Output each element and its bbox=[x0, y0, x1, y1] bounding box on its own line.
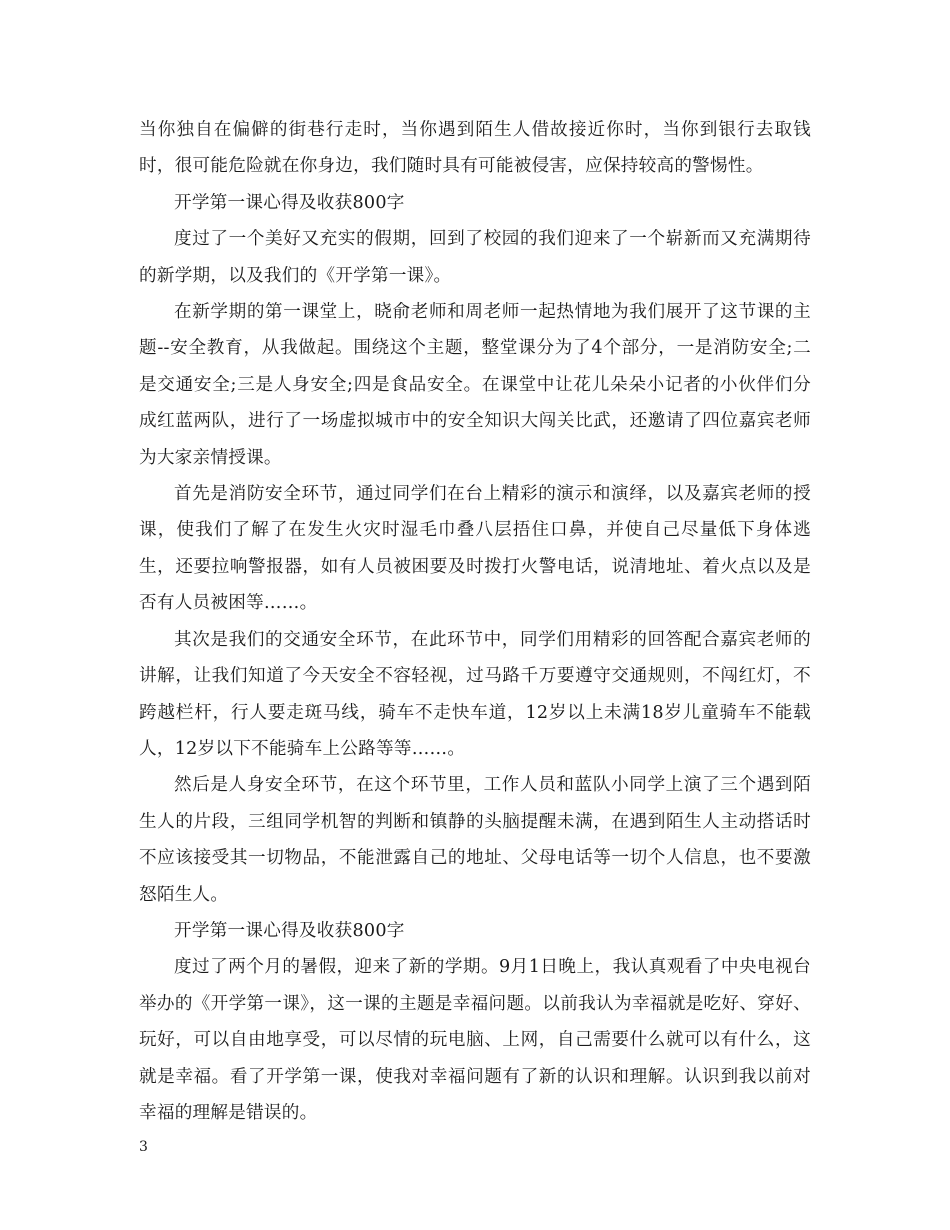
section-heading: 开学第一课心得及收获800字 bbox=[174, 920, 405, 941]
paragraph-continued: 当你独自在偏僻的街巷行走时，当你遇到陌生人借故接近你时，当你到银行去取钱时，很可能危险就在你身边，我们随时具有可能被侵害，应保持较高的警惕性。 bbox=[139, 120, 811, 177]
paragraph: 度过了两个月的暑假，迎来了新的学期。9月1日晚上，我认真观看了中央电视台举办的《开学第一课》，这一课的主题是幸福问题。以前我认为幸福就是吃好、穿好、玩好，可以自由地享受，可以尽情的玩电脑、上网，自己需要什么就可以有什么，这就是幸福。看了开学第一课，使我对幸福问题有了新的认识和理解。认识到我以前对幸福的理解是错误的。 bbox=[139, 957, 811, 1123]
paragraph: 其次是我们的交通安全环节，在此环节中，同学们用精彩的回答配合嘉宾老师的讲解，让我们知道了今天安全不容轻视，过马路千万要遵守交通规则，不闯红灯，不跨越栏杆，行人要走斑马线，骑车不走快车道，12岁以上未满18岁儿童骑车不能载人，12岁以下不能骑车上公路等等……。 bbox=[139, 629, 811, 759]
page-number: 3 bbox=[139, 1139, 148, 1155]
document-body bbox=[139, 112, 811, 1131]
paragraph: 度过了一个美好又充实的假期，回到了校园的我们迎来了一个崭新而又充满期待的新学期，以及我们的《开学第一课》。 bbox=[139, 229, 811, 286]
paragraph: 然后是人身安全环节，在这个环节里，工作人员和蓝队小同学上演了三个遇到陌生人的片段，三组同学机智的判断和镇静的头脑提醒未满，在遇到陌生人主动搭话时不应该接受其一切物品，不能泄露自己的地址、父母电话等一切个人信息，也不要激怒陌生人。 bbox=[139, 775, 811, 905]
section-heading: 开学第一课心得及收获800字 bbox=[174, 192, 405, 213]
paragraph: 首先是消防安全环节，通过同学们在台上精彩的演示和演绎，以及嘉宾老师的授课，使我们了解了在发生火灾时湿毛巾叠八层捂住口鼻，并使自己尽量低下身体逃生，还要拉响警报器，如有人员被困要及时拨打火警电话，说清地址、着火点以及是否有人员被困等……。 bbox=[139, 484, 811, 614]
paragraph: 在新学期的第一课堂上，晓俞老师和周老师一起热情地为我们展开了这节课的主题--安全教育，从我做起。围绕这个主题，整堂课分为了4个部分，一是消防安全;二是交通安全;三是人身安全;四是食品安全。在课堂中让花儿朵朵小记者的小伙伴们分成红蓝两队，进行了一场虚拟城市中的安全知识大闯关比武，还邀请了四位嘉宾老师为大家亲情授课。 bbox=[139, 302, 811, 468]
